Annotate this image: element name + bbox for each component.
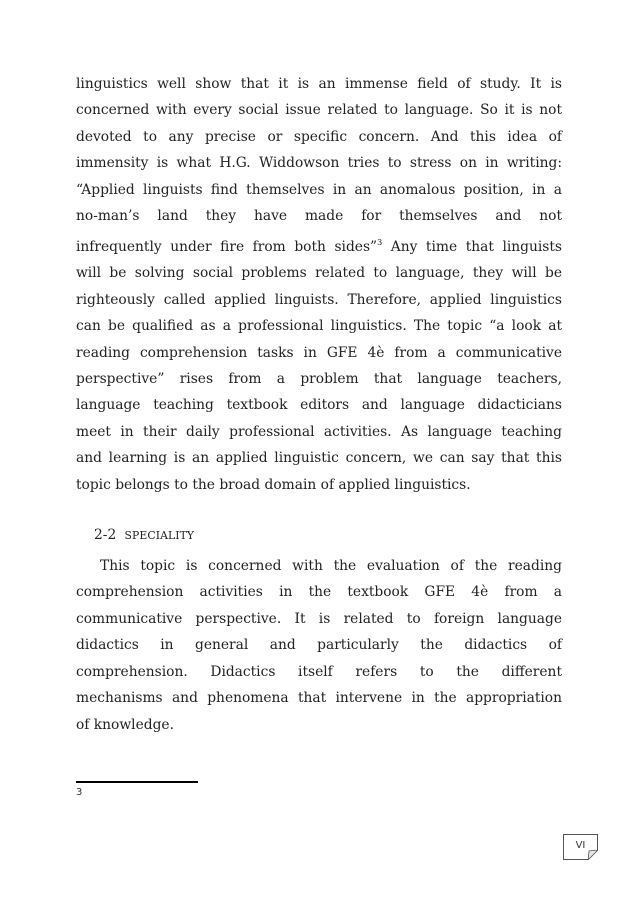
text-line: perspective” rises from a problem that language teachers,: [76, 370, 562, 387]
section-number: 2-2: [94, 527, 117, 543]
text-line: no-man’s land they have made for themselves and not: [76, 208, 562, 225]
text-line: linguistics well show that it is an immense field of study. It is: [76, 76, 562, 92]
text-line: reading comprehension tasks in GFE 4è from a communicative: [76, 344, 562, 361]
text-line: righteously called applied linguists. Therefore, applied linguistics: [76, 291, 562, 308]
body-text-paragraph-1: [76, 71, 562, 498]
text-line: mechanisms and phenomena that intervene in the appropriation: [76, 690, 562, 707]
text-line-with-footnote: [76, 230, 562, 260]
text-line: comprehension. Didactics itself refers to the different: [76, 663, 562, 680]
text-line: meet in their daily professional activities. As language teaching: [76, 423, 562, 440]
text-line: comprehension activities in the textbook GFE 4è from a: [76, 584, 562, 601]
text-line: This topic is concerned with the evaluation of the reading: [100, 558, 562, 574]
body-text-paragraph-2: [76, 553, 562, 738]
text-line: didactics in general and particularly the didactics of: [76, 637, 562, 654]
continuation-text: Any time that linguists: [382, 238, 562, 255]
quote-end-text: infrequently under fire from both sides”: [76, 238, 378, 255]
section-heading: [94, 527, 194, 543]
text-line: will be solving social problems related to language, they will be: [76, 265, 562, 282]
footnote-separator: [76, 781, 198, 783]
text-line: and learning is an applied linguistic concern, we can say that this: [76, 450, 562, 467]
text-line: of knowledge.: [76, 716, 174, 733]
text-line: devoted to any precise or specific concern. And this idea of: [76, 128, 562, 145]
text-line: immensity is what H.G. Widdowson tries to stress on in writing:: [76, 155, 562, 172]
page-curl-icon: [588, 850, 598, 860]
text-line: can be qualified as a professional linguistics. The topic “a look at: [76, 318, 562, 335]
footnote-number: 3: [76, 787, 83, 798]
footnote-reference: 3: [377, 237, 383, 247]
page-number: VI: [575, 840, 586, 851]
text-line: language teaching textbook editors and language didacticians: [76, 397, 562, 414]
text-line: concerned with every social issue related to language. So it is not: [76, 102, 562, 119]
page-number-badge: [563, 834, 598, 860]
text-line: “Applied linguists find themselves in an anomalous position, in a: [76, 181, 562, 198]
section-title: SPECIALITY: [124, 529, 195, 542]
text-line: topic belongs to the broad domain of applied linguistics.: [76, 476, 471, 493]
text-line: communicative perspective. It is related to foreign language: [76, 610, 562, 627]
